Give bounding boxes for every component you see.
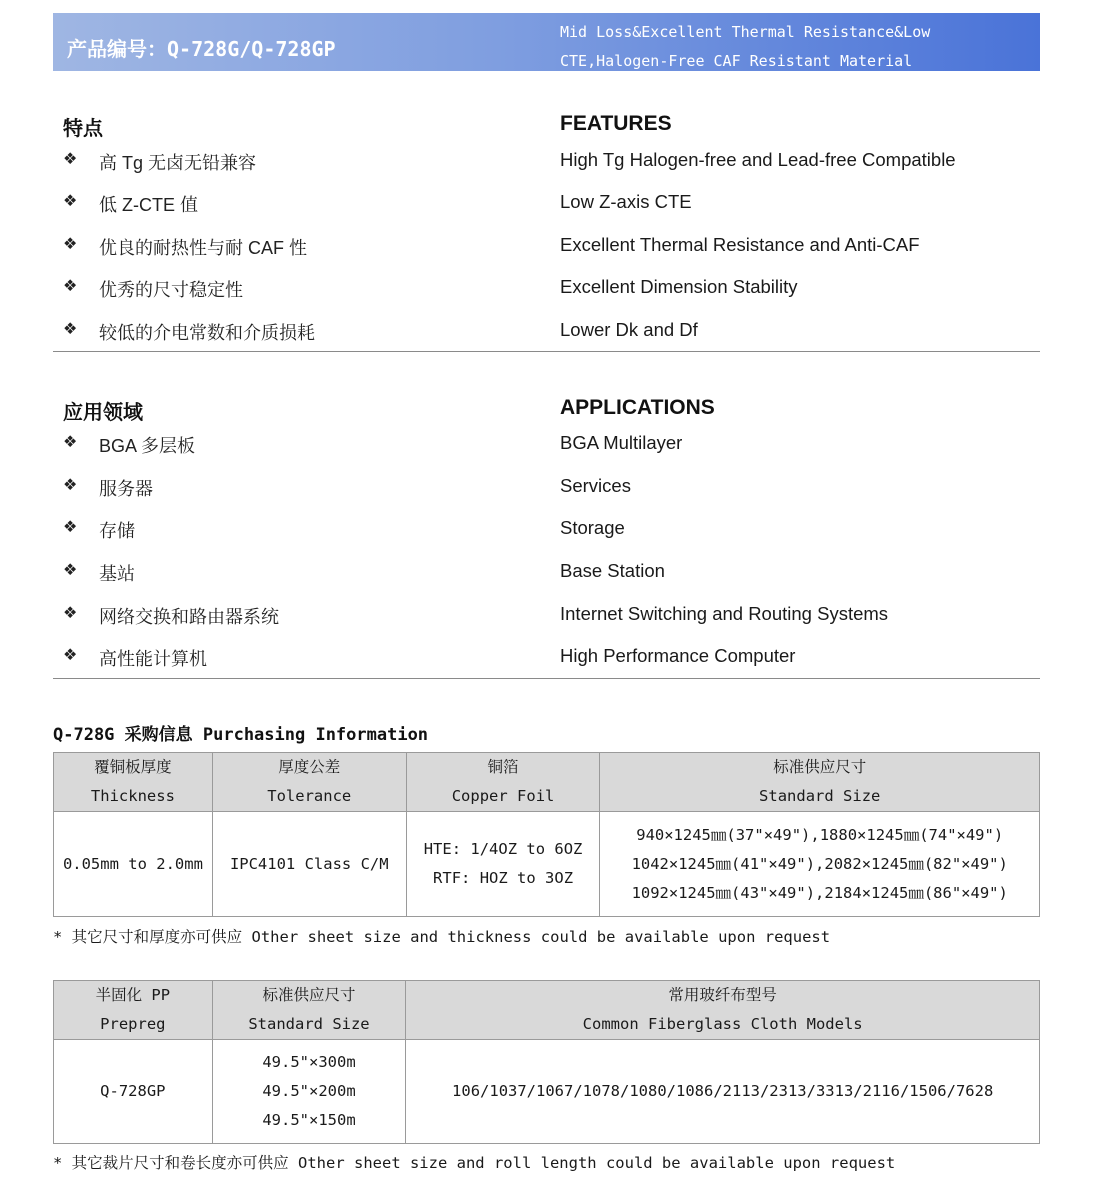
section-divider [53,678,1040,679]
copper-foil-cell [406,812,600,917]
column-header [406,981,1040,1040]
product-number-title: 产品编号：Q-728G/Q-728GP [67,37,336,61]
size-line: 49.5"×200m [262,1082,356,1100]
application-label-en: Storage [560,517,625,538]
bullet-icon: ❖ [63,603,78,622]
application-label-cn: 服务器 [99,479,153,499]
application-item [63,560,1023,600]
table-header-row [54,981,1040,1040]
features-heading-en: FEATURES [560,112,672,135]
feature-label-en: High Tg Halogen-free and Lead-free Compatible [560,149,956,170]
application-label-cn: BGA 多层板 [99,436,196,456]
table-row [54,1040,1040,1144]
application-label-cn: 高性能计算机 [99,649,207,669]
column-header-en: Common Fiberglass Cloth Models [582,1015,863,1033]
subtitle-line-2: CTE,Halogen-Free CAF Resistant Material [560,52,913,70]
feature-item [63,234,1023,274]
feature-label-cn: 高 Tg 无卤无铅兼容 [99,153,257,173]
size-line: 49.5"×300m [262,1053,356,1071]
section-divider [53,351,1040,352]
applications-heading-cn: 应用领域 [63,402,143,424]
column-header-en: Standard Size [248,1015,370,1033]
application-item [63,603,1023,643]
column-header [600,753,1040,812]
feature-label-en: Excellent Dimension Stability [560,276,798,297]
column-header-en: Standard Size [759,787,881,805]
product-subtitle [560,18,1030,76]
application-label-cn: 网络交换和路由器系统 [99,607,279,627]
application-label-en: Services [560,475,631,496]
column-header-cn: 标准供应尺寸 [262,986,356,1004]
size-line: 1042×1245㎜(41"×49"),2082×1245㎜(82"×49") [631,854,1008,873]
cloth-models-cell: 106/1037/1067/1078/1080/1086/2113/2313/3313/2116/1506/7628 [406,1040,1040,1144]
application-label-en: Internet Switching and Routing Systems [560,603,889,624]
column-header [54,981,213,1040]
application-item [63,645,1023,685]
table-row [54,812,1040,917]
column-header-cn: 标准供应尺寸 [773,758,867,776]
feature-label-cn: 低 Z-CTE 值 [99,195,198,215]
bullet-icon: ❖ [63,234,78,253]
application-item [63,432,1023,472]
feature-label-cn: 优秀的尺寸稳定性 [99,280,243,300]
application-item [63,475,1023,515]
prepreg-size-cell [212,1040,406,1144]
feature-label-cn: 较低的介电常数和介质损耗 [99,323,315,343]
purchasing-heading: Q-728G 采购信息 Purchasing Information [53,725,429,745]
size-line: 1092×1245㎜(43"×49"),2184×1245㎜(86"×49") [631,883,1008,902]
bullet-icon: ❖ [63,560,78,579]
application-item [63,517,1023,557]
column-header-en: Tolerance [267,787,352,805]
purchasing-table [53,752,1040,917]
application-label-en: BGA Multilayer [560,432,683,453]
column-header-en: Thickness [90,787,175,805]
column-header-cn: 铜箔 [487,758,519,776]
prepreg-table [53,980,1040,1144]
purchasing-note: * 其它尺寸和厚度亦可供应 Other sheet size and thickness could be available upon request [53,928,831,946]
table-header-row [54,753,1040,812]
column-header [54,753,213,812]
features-heading-cn: 特点 [63,118,103,140]
bullet-icon: ❖ [63,645,78,664]
feature-label-en: Lower Dk and Df [560,319,698,340]
thickness-cell: 0.05mm to 2.0mm [54,812,213,917]
feature-item [63,276,1023,316]
bullet-icon: ❖ [63,149,78,168]
column-header-cn: 半固化 PP [95,986,171,1004]
column-header-cn: 覆铜板厚度 [94,758,172,776]
prepreg-model-cell: Q-728GP [54,1040,213,1144]
column-header-en: Prepreg [100,1015,166,1033]
bullet-icon: ❖ [63,276,78,295]
feature-label-en: Excellent Thermal Resistance and Anti-CAF [560,234,920,255]
application-label-cn: 存储 [99,521,135,541]
feature-label-cn: 优良的耐热性与耐 CAF 性 [99,238,308,258]
applications-heading-en: APPLICATIONS [560,396,715,419]
bullet-icon: ❖ [63,191,78,210]
column-header-cn: 常用玻纤布型号 [668,986,777,1004]
bullet-icon: ❖ [63,432,78,451]
size-line: 49.5"×150m [262,1111,356,1129]
application-label-en: Base Station [560,560,665,581]
feature-item [63,191,1023,231]
bullet-icon: ❖ [63,319,78,338]
bullet-icon: ❖ [63,475,78,494]
feature-item [63,319,1023,359]
copper-foil-line: HTE: 1/4OZ to 6OZ [423,840,583,858]
column-header [406,753,600,812]
copper-foil-line: RTF: HOZ to 3OZ [433,869,574,887]
column-header [212,981,406,1040]
column-header-en: Copper Foil [451,787,555,805]
product-banner [53,13,1040,71]
prepreg-note: * 其它裁片尺寸和卷长度亦可供应 Other sheet size and roll length could be available upon request [53,1154,896,1172]
tolerance-cell: IPC4101 Class C/M [212,812,406,917]
column-header [212,753,406,812]
application-label-cn: 基站 [99,564,135,584]
standard-size-cell [600,812,1040,917]
size-line: 940×1245㎜(37"×49"),1880×1245㎜(74"×49") [636,825,1004,844]
application-label-en: High Performance Computer [560,645,796,666]
bullet-icon: ❖ [63,517,78,536]
subtitle-line-1: Mid Loss&Excellent Thermal Resistance&Low [560,23,931,41]
column-header-cn: 厚度公差 [278,758,341,776]
feature-label-en: Low Z-axis CTE [560,191,692,212]
feature-item [63,149,1023,189]
